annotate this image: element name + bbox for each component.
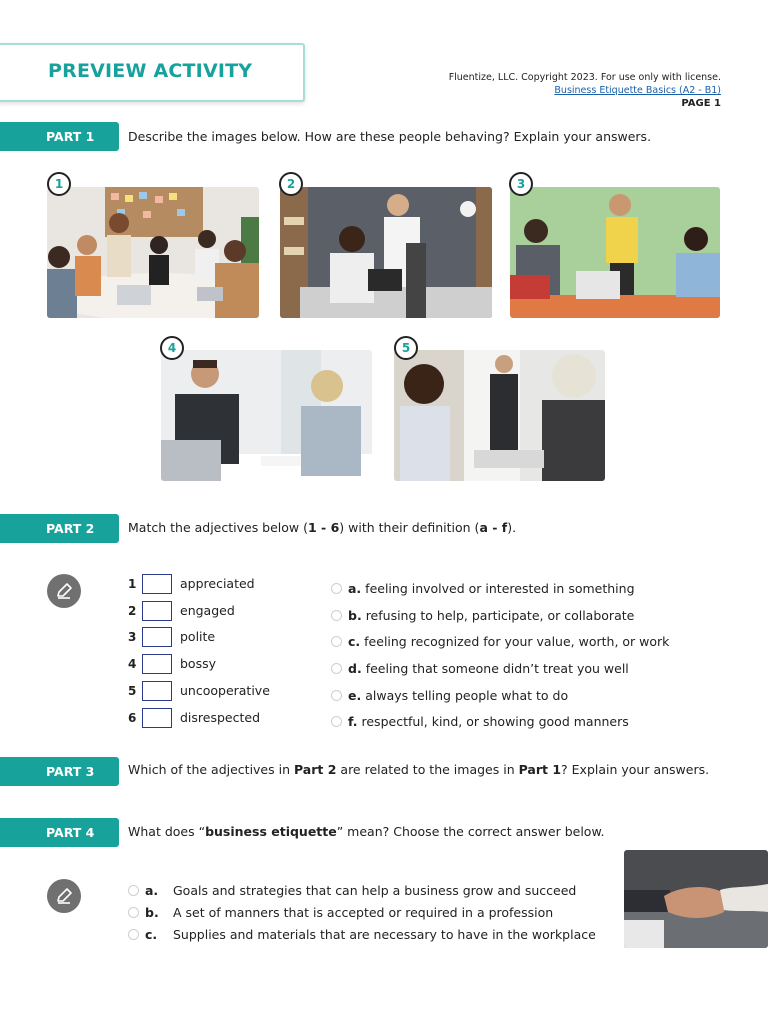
radio-icon[interactable] (128, 885, 139, 896)
match-word: appreciated (180, 576, 255, 591)
photo-3 (510, 187, 720, 318)
definition-letter: e. (348, 688, 362, 703)
pencil-icon (55, 887, 73, 905)
part4-instr-post: ” mean? Choose the correct answer below. (336, 824, 605, 839)
photo-1 (47, 187, 259, 318)
match-word: disrespected (180, 710, 261, 725)
definition-row[interactable] (331, 714, 629, 729)
copyright-text: Fluentize, LLC. Copyright 2023. For use only with license. (448, 72, 721, 83)
part1-tab (0, 122, 119, 151)
match-number: 2 (128, 604, 137, 618)
option-letter: c. (145, 927, 158, 942)
definition-letter: c. (348, 634, 361, 649)
option-letter: a. (145, 883, 159, 898)
definition-letter: a. (348, 581, 362, 596)
definition-letter: b. (348, 608, 362, 623)
radio-icon[interactable] (128, 907, 139, 918)
radio-icon[interactable] (331, 663, 342, 674)
handshake-photo (624, 850, 768, 948)
part3-instr-b2: Part 1 (518, 762, 562, 777)
answer-option[interactable] (128, 905, 553, 920)
part4-instr-pre: What does “ (128, 824, 206, 839)
photo-2-number: 2 (279, 172, 303, 196)
part3-tab-label: PART 3 (46, 764, 95, 779)
definition-letter: f. (348, 714, 358, 729)
radio-icon[interactable] (331, 690, 342, 701)
page-title: PREVIEW ACTIVITY (48, 60, 253, 82)
match-answer-input[interactable] (142, 654, 172, 674)
part3-instr-pre: Which of the adjectives in (128, 762, 294, 777)
definition-text: feeling that someone didn’t treat you well (365, 661, 629, 676)
match-word: bossy (180, 656, 217, 671)
part3-instr-b1: Part 2 (293, 762, 337, 777)
definition-row[interactable] (331, 634, 669, 649)
part3-instr-post: ? Explain your answers. (561, 762, 710, 777)
photo-1-number: 1 (47, 172, 71, 196)
definition-text: feeling involved or interested in something (365, 581, 635, 596)
match-answer-input[interactable] (142, 627, 172, 647)
option-text: Goals and strategies that can help a business grow and succeed (173, 883, 577, 898)
photo-2 (280, 187, 492, 318)
part4-tab (0, 818, 119, 847)
match-word: uncooperative (180, 683, 270, 698)
definition-text: respectful, kind, or showing good manners (361, 714, 629, 729)
part4-tab-label: PART 4 (46, 825, 95, 840)
photo-5-number: 5 (394, 336, 418, 360)
definition-row[interactable] (331, 688, 568, 703)
match-number: 1 (128, 577, 137, 591)
radio-icon[interactable] (331, 583, 342, 594)
definition-text: always telling people what to do (365, 688, 569, 703)
title-box (0, 43, 305, 102)
pencil-icon (55, 582, 73, 600)
definition-row[interactable] (331, 581, 635, 596)
definition-letter: d. (348, 661, 362, 676)
definition-text: feeling recognized for your value, worth, or work (364, 634, 670, 649)
match-number: 3 (128, 630, 137, 644)
radio-icon[interactable] (331, 610, 342, 621)
radio-icon[interactable] (128, 929, 139, 940)
answer-option[interactable] (128, 883, 576, 898)
part3-instr-mid: are related to the images in (336, 762, 519, 777)
photo-4 (161, 350, 372, 481)
part1-instruction: Describe the images below. How are these people behaving? Explain your answers. (128, 129, 652, 144)
definition-row[interactable] (331, 608, 634, 623)
part2-tab (0, 514, 119, 543)
part4-instruction (128, 824, 605, 839)
match-number: 5 (128, 684, 137, 698)
radio-icon[interactable] (331, 636, 342, 647)
course-link[interactable]: Business Etiquette Basics (A2 - B1) (554, 85, 721, 96)
match-answer-input[interactable] (142, 708, 172, 728)
match-word: engaged (180, 603, 235, 618)
part2-instr-mid: ) with their definition ( (339, 520, 480, 535)
match-answer-input[interactable] (142, 601, 172, 621)
part2-instruction (128, 520, 516, 535)
photo-3-number: 3 (509, 172, 533, 196)
page-number: PAGE 1 (681, 98, 721, 109)
part2-instr-let: a - f (479, 520, 508, 535)
match-word: polite (180, 629, 216, 644)
match-number: 6 (128, 711, 137, 725)
copyright-block (449, 71, 721, 110)
option-text: Supplies and materials that are necessary to have in the workplace (173, 927, 596, 942)
photo-4-number: 4 (160, 336, 184, 360)
photo-5 (394, 350, 605, 481)
match-answer-input[interactable] (142, 574, 172, 594)
part2-instr-pre: Match the adjectives below ( (128, 520, 308, 535)
pencil-button-part2[interactable] (47, 574, 81, 608)
definition-row[interactable] (331, 661, 629, 676)
part2-tab-label: PART 2 (46, 521, 95, 536)
pencil-button-part4[interactable] (47, 879, 81, 913)
match-number: 4 (128, 657, 137, 671)
answer-option[interactable] (128, 927, 596, 942)
part3-instruction (128, 762, 709, 777)
part1-tab-label: PART 1 (46, 129, 95, 144)
match-answer-input[interactable] (142, 681, 172, 701)
option-letter: b. (145, 905, 159, 920)
radio-icon[interactable] (331, 716, 342, 727)
part2-instr-post: ). (507, 520, 517, 535)
part2-instr-num: 1 - 6 (308, 520, 340, 535)
part4-instr-b: business etiquette (205, 824, 337, 839)
option-text: A set of manners that is accepted or required in a profession (173, 905, 554, 920)
definition-text: refusing to help, participate, or collaborate (365, 608, 635, 623)
part3-tab (0, 757, 119, 786)
